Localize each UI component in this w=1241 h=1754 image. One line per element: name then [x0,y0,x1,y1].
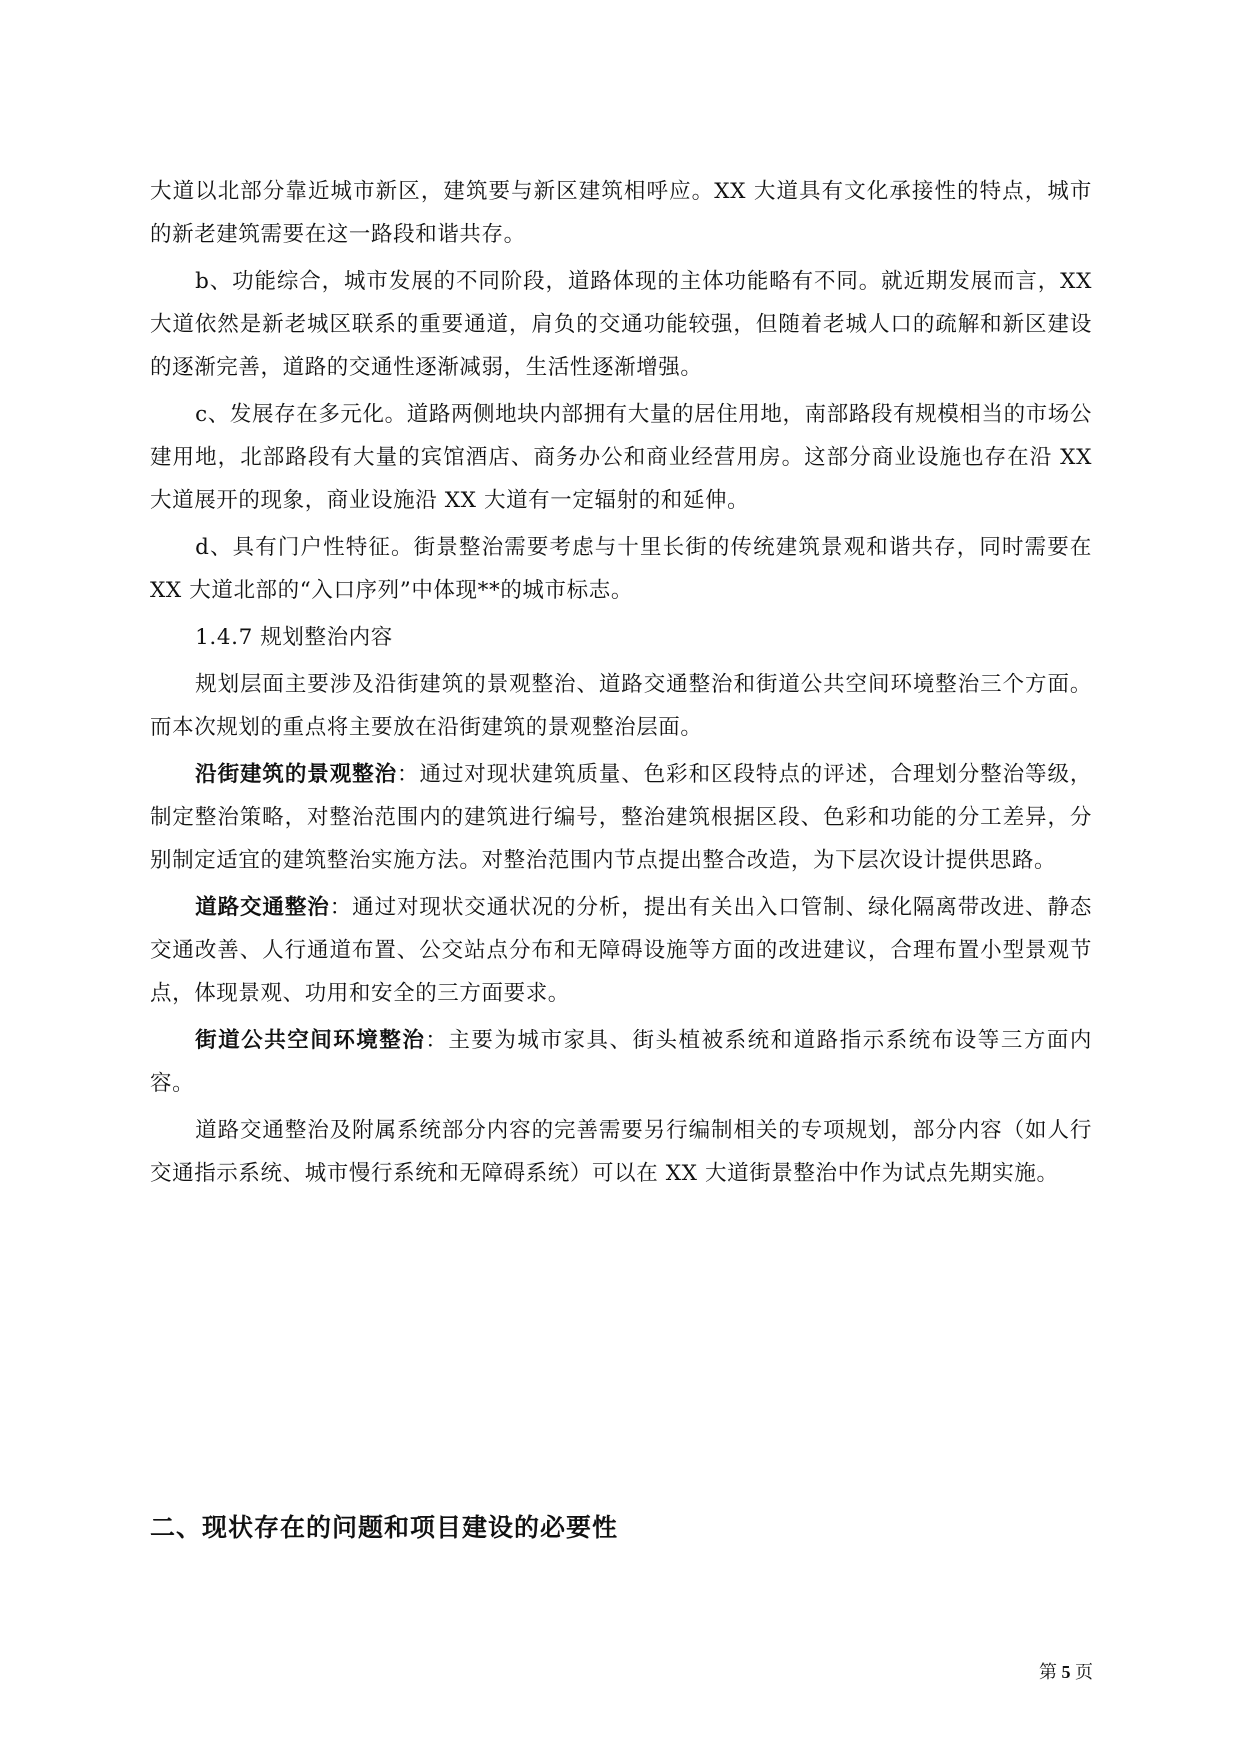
paragraph-text: 大道以北部分靠近城市新区，建筑要与新区建筑相呼应。XX 大道具有文化承接性的特点，城市的新老建筑需要在这一路段和谐共存。 [150,179,1092,247]
paragraph-text: ：主要为城市家具、街头植被系统和道路指示系统布设等三方面内容。 [150,1028,1092,1096]
paragraph-6 [150,663,1092,749]
paragraph-text: d、具有门户性特征。街景整治需要考虑与十里长街的传统建筑景观和谐共存，同时需要在 XX 大道北部的“入口序列”中体现**的城市标志。 [150,535,1092,603]
body-text [150,170,1092,1199]
page-number-suffix: 页 [1075,1662,1093,1682]
paragraph-8 [150,886,1092,1015]
page-number [1039,1658,1093,1684]
subsection-heading-text: 1.4.7 规划整治内容 [195,625,393,650]
section-title: 二、现状存在的问题和项目建设的必要性 [150,1513,619,1542]
page-number-prefix: 第 [1039,1662,1057,1682]
paragraph-text: 道路交通整治及附属系统部分内容的完善需要另行编制相关的专项规划，部分内容（如人行交通指示系统、城市慢行系统和无障碍系统）可以在 XX 大道街景整治中作为试点先期实施。 [150,1118,1092,1186]
paragraph-lead: 沿街建筑的景观整治 [195,762,398,787]
paragraph-text: ：通过对现状交通状况的分析，提出有关出入口管制、绿化隔离带改进、静态交通改善、人行通道布置、公交站点分布和无障碍设施等方面的改进建议，合理布置小型景观节点，体现景观、功用和安全的三方面要求。 [150,895,1092,1006]
paragraph-text: c、发展存在多元化。道路两侧地块内部拥有大量的居住用地，南部路段有规模相当的市场公建用地，北部路段有大量的宾馆酒店、商务办公和商业经营用房。这部分商业设施也存在沿 XX 大道展开的现象，商业设施沿 XX 大道有一定辐射的和延伸。 [150,402,1092,513]
paragraph-2 [150,260,1092,389]
paragraph-text: 规划层面主要涉及沿街建筑的景观整治、道路交通整治和街道公共空间环境整治三个方面。而本次规划的重点将主要放在沿街建筑的景观整治层面。 [150,672,1092,740]
paragraph-7 [150,753,1092,882]
paragraph-text: ：通过对现状建筑质量、色彩和区段特点的评述，合理划分整治等级，制定整治策略，对整治范围内的建筑进行编号，整治建筑根据区段、色彩和功能的分工差异，分别制定适宜的建筑整治实施方法。对整治范围内节点提出整合改造，为下层次设计提供思路。 [150,762,1092,873]
paragraph-4 [150,526,1092,612]
subsection-heading [150,616,1092,659]
paragraph-10 [150,1109,1092,1195]
paragraph-9 [150,1019,1092,1105]
page-number-value: 5 [1061,1662,1071,1682]
paragraph-lead: 街道公共空间环境整治 [195,1028,426,1053]
paragraph-3 [150,393,1092,522]
paragraph-1 [150,170,1092,256]
paragraph-text: b、功能综合，城市发展的不同阶段，道路体现的主体功能略有不同。就近期发展而言，XX 大道依然是新老城区联系的重要通道，肩负的交通功能较强，但随着老城人口的疏解和新区建设的逐渐完善，道路的交通性逐渐减弱，生活性逐渐增强。 [150,269,1092,380]
paragraph-lead: 道路交通整治 [195,895,330,920]
